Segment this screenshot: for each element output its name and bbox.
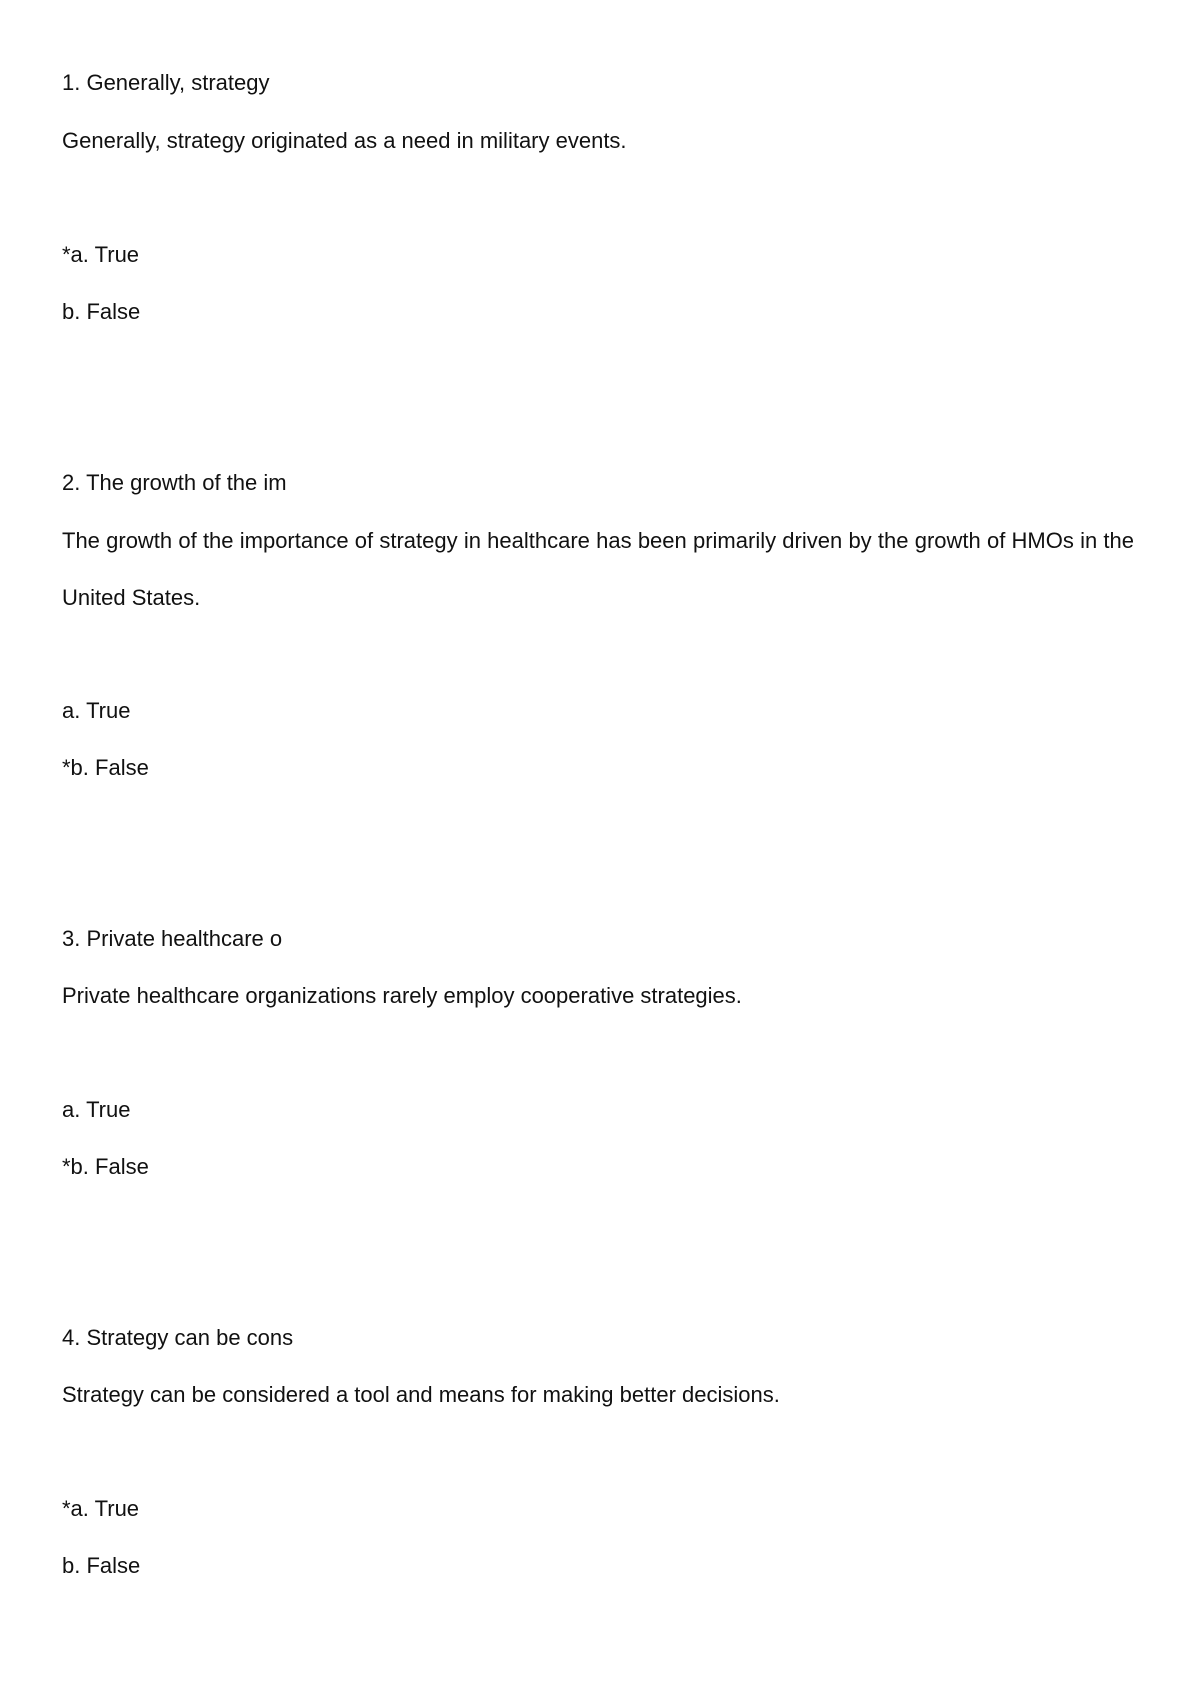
question-1-option-a: *a. True	[62, 242, 140, 267]
question-3-option-a: a. True	[62, 1097, 131, 1122]
question-4-text: Strategy can be considered a tool and means for making better decisions.	[62, 1382, 780, 1407]
question-1-text: Generally, strategy originated as a need in military events.	[62, 128, 627, 153]
question-4-option-a: *a. True	[62, 1496, 140, 1521]
question-3-text: Private healthcare organizations rarely employ cooperative strategies.	[62, 983, 742, 1008]
question-1-title: 1. Generally, strategy	[62, 70, 270, 95]
question-2-title: 2. The growth of the im	[62, 470, 287, 495]
question-1-option-b: b. False	[62, 299, 141, 324]
question-3-title: 3. Private healthcare o	[62, 926, 283, 951]
question-2-text: The growth of the importance of strategy in healthcare has been primarily driven by the growth of HMOs in the United States.	[62, 528, 1134, 610]
question-3-option-b: *b. False	[62, 1154, 149, 1179]
question-4-option-b: b. False	[62, 1553, 141, 1578]
question-4-title: 4. Strategy can be cons	[62, 1325, 294, 1350]
question-2-option-a: a. True	[62, 698, 131, 723]
question-2-option-b: *b. False	[62, 755, 149, 780]
